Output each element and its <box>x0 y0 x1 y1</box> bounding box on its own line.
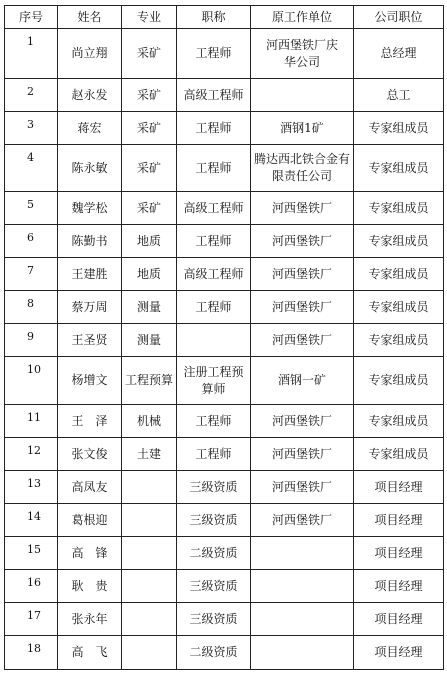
personnel-table <box>4 5 444 670</box>
cell-title: 高级工程师 <box>177 192 251 225</box>
cell-major: 采矿 <box>122 79 177 112</box>
cell-name: 尚立翔 <box>58 29 122 79</box>
cell-seq: 1 <box>5 29 58 79</box>
cell-unit: 酒钢一矿 <box>251 357 354 405</box>
cell-position: 专家组成员 <box>354 192 444 225</box>
table-row <box>5 438 444 471</box>
cell-position: 项目经理 <box>354 537 444 570</box>
cell-unit: 河西堡铁厂 <box>251 324 354 357</box>
cell-title: 三级资质 <box>177 570 251 603</box>
cell-unit <box>251 537 354 570</box>
cell-title: 工程师 <box>177 405 251 438</box>
cell-major: 地质 <box>122 258 177 291</box>
cell-position: 专家组成员 <box>354 225 444 258</box>
cell-name: 赵永发 <box>58 79 122 112</box>
cell-major <box>122 636 177 670</box>
cell-major <box>122 603 177 636</box>
cell-name: 张永年 <box>58 603 122 636</box>
cell-name: 高 锋 <box>58 537 122 570</box>
cell-title: 工程师 <box>177 225 251 258</box>
cell-major <box>122 504 177 537</box>
cell-seq: 10 <box>5 357 58 405</box>
cell-name: 魏学松 <box>58 192 122 225</box>
cell-major <box>122 471 177 504</box>
cell-unit: 酒钢1矿 <box>251 112 354 145</box>
table-row <box>5 603 444 636</box>
cell-position: 项目经理 <box>354 636 444 670</box>
cell-name: 王建胜 <box>58 258 122 291</box>
cell-seq: 9 <box>5 324 58 357</box>
cell-title <box>177 324 251 357</box>
cell-name: 蒋宏 <box>58 112 122 145</box>
table-row <box>5 192 444 225</box>
cell-major: 机械 <box>122 405 177 438</box>
cell-position: 专家组成员 <box>354 291 444 324</box>
cell-major: 采矿 <box>122 145 177 192</box>
cell-position: 总工 <box>354 79 444 112</box>
cell-position: 专家组成员 <box>354 357 444 405</box>
cell-title: 高级工程师 <box>177 258 251 291</box>
cell-unit: 腾达西北铁合金有限责任公司 <box>251 145 354 192</box>
cell-seq: 17 <box>5 603 58 636</box>
cell-seq: 6 <box>5 225 58 258</box>
cell-name: 王 泽 <box>58 405 122 438</box>
table-row <box>5 145 444 192</box>
cell-position: 专家组成员 <box>354 438 444 471</box>
cell-name: 葛根迎 <box>58 504 122 537</box>
cell-title: 工程师 <box>177 145 251 192</box>
cell-title: 三级资质 <box>177 471 251 504</box>
cell-title: 三级资质 <box>177 603 251 636</box>
cell-title: 工程师 <box>177 29 251 79</box>
cell-seq: 3 <box>5 112 58 145</box>
cell-major: 测量 <box>122 324 177 357</box>
header-unit: 原工作单位 <box>251 6 354 29</box>
table-row <box>5 537 444 570</box>
table-row <box>5 570 444 603</box>
table-header-row <box>5 6 444 29</box>
cell-seq: 16 <box>5 570 58 603</box>
cell-name: 张文俊 <box>58 438 122 471</box>
header-name: 姓名 <box>58 6 122 29</box>
cell-name: 陈永敏 <box>58 145 122 192</box>
table-row <box>5 112 444 145</box>
cell-position: 专家组成员 <box>354 145 444 192</box>
cell-major: 工程预算 <box>122 357 177 405</box>
header-seq: 序号 <box>5 6 58 29</box>
cell-position: 专家组成员 <box>354 324 444 357</box>
cell-name: 蔡万周 <box>58 291 122 324</box>
table-row <box>5 357 444 405</box>
cell-unit: 河西堡铁厂 <box>251 192 354 225</box>
cell-title: 三级资质 <box>177 504 251 537</box>
cell-position: 项目经理 <box>354 570 444 603</box>
cell-title: 工程师 <box>177 438 251 471</box>
table-row <box>5 79 444 112</box>
cell-position: 专家组成员 <box>354 112 444 145</box>
cell-position: 项目经理 <box>354 504 444 537</box>
cell-name: 耿 贵 <box>58 570 122 603</box>
cell-unit: 河西堡铁厂 <box>251 471 354 504</box>
header-major: 专业 <box>122 6 177 29</box>
cell-unit <box>251 636 354 670</box>
table-row <box>5 258 444 291</box>
cell-major <box>122 570 177 603</box>
cell-position: 项目经理 <box>354 603 444 636</box>
cell-position: 专家组成员 <box>354 405 444 438</box>
cell-seq: 18 <box>5 636 58 670</box>
cell-unit: 河西堡铁厂 <box>251 258 354 291</box>
cell-seq: 4 <box>5 145 58 192</box>
header-title: 职称 <box>177 6 251 29</box>
cell-unit <box>251 79 354 112</box>
cell-major: 土建 <box>122 438 177 471</box>
cell-seq: 14 <box>5 504 58 537</box>
cell-name: 杨增文 <box>58 357 122 405</box>
cell-seq: 2 <box>5 79 58 112</box>
cell-seq: 8 <box>5 291 58 324</box>
cell-position: 项目经理 <box>354 471 444 504</box>
cell-unit <box>251 603 354 636</box>
table-row <box>5 504 444 537</box>
cell-position: 总经理 <box>354 29 444 79</box>
cell-major: 采矿 <box>122 192 177 225</box>
cell-major: 测量 <box>122 291 177 324</box>
cell-title: 二级资质 <box>177 537 251 570</box>
cell-major: 采矿 <box>122 112 177 145</box>
cell-name: 高 飞 <box>58 636 122 670</box>
cell-position: 专家组成员 <box>354 258 444 291</box>
cell-title: 二级资质 <box>177 636 251 670</box>
cell-seq: 13 <box>5 471 58 504</box>
cell-unit: 河西堡铁厂 <box>251 225 354 258</box>
table-row <box>5 405 444 438</box>
cell-unit: 河西堡铁厂 <box>251 405 354 438</box>
personnel-table-container <box>4 5 444 670</box>
table-row <box>5 471 444 504</box>
table-row <box>5 324 444 357</box>
cell-title: 高级工程师 <box>177 79 251 112</box>
cell-name: 陈勤书 <box>58 225 122 258</box>
cell-major: 地质 <box>122 225 177 258</box>
cell-unit: 河西堡铁厂 <box>251 291 354 324</box>
table-row <box>5 291 444 324</box>
cell-unit: 河西堡铁厂 <box>251 504 354 537</box>
header-position: 公司职位 <box>354 6 444 29</box>
cell-name: 王圣贤 <box>58 324 122 357</box>
cell-major <box>122 537 177 570</box>
table-row <box>5 29 444 79</box>
cell-title: 注册工程预算师 <box>177 357 251 405</box>
cell-unit <box>251 570 354 603</box>
cell-name: 高凤友 <box>58 471 122 504</box>
cell-major: 采矿 <box>122 29 177 79</box>
cell-title: 工程师 <box>177 291 251 324</box>
cell-unit: 河西堡铁厂 <box>251 438 354 471</box>
cell-unit: 河西堡铁厂庆华公司 <box>251 29 354 79</box>
cell-seq: 15 <box>5 537 58 570</box>
cell-seq: 5 <box>5 192 58 225</box>
cell-seq: 11 <box>5 405 58 438</box>
cell-seq: 7 <box>5 258 58 291</box>
cell-seq: 12 <box>5 438 58 471</box>
table-row <box>5 225 444 258</box>
cell-title: 工程师 <box>177 112 251 145</box>
table-row <box>5 636 444 670</box>
